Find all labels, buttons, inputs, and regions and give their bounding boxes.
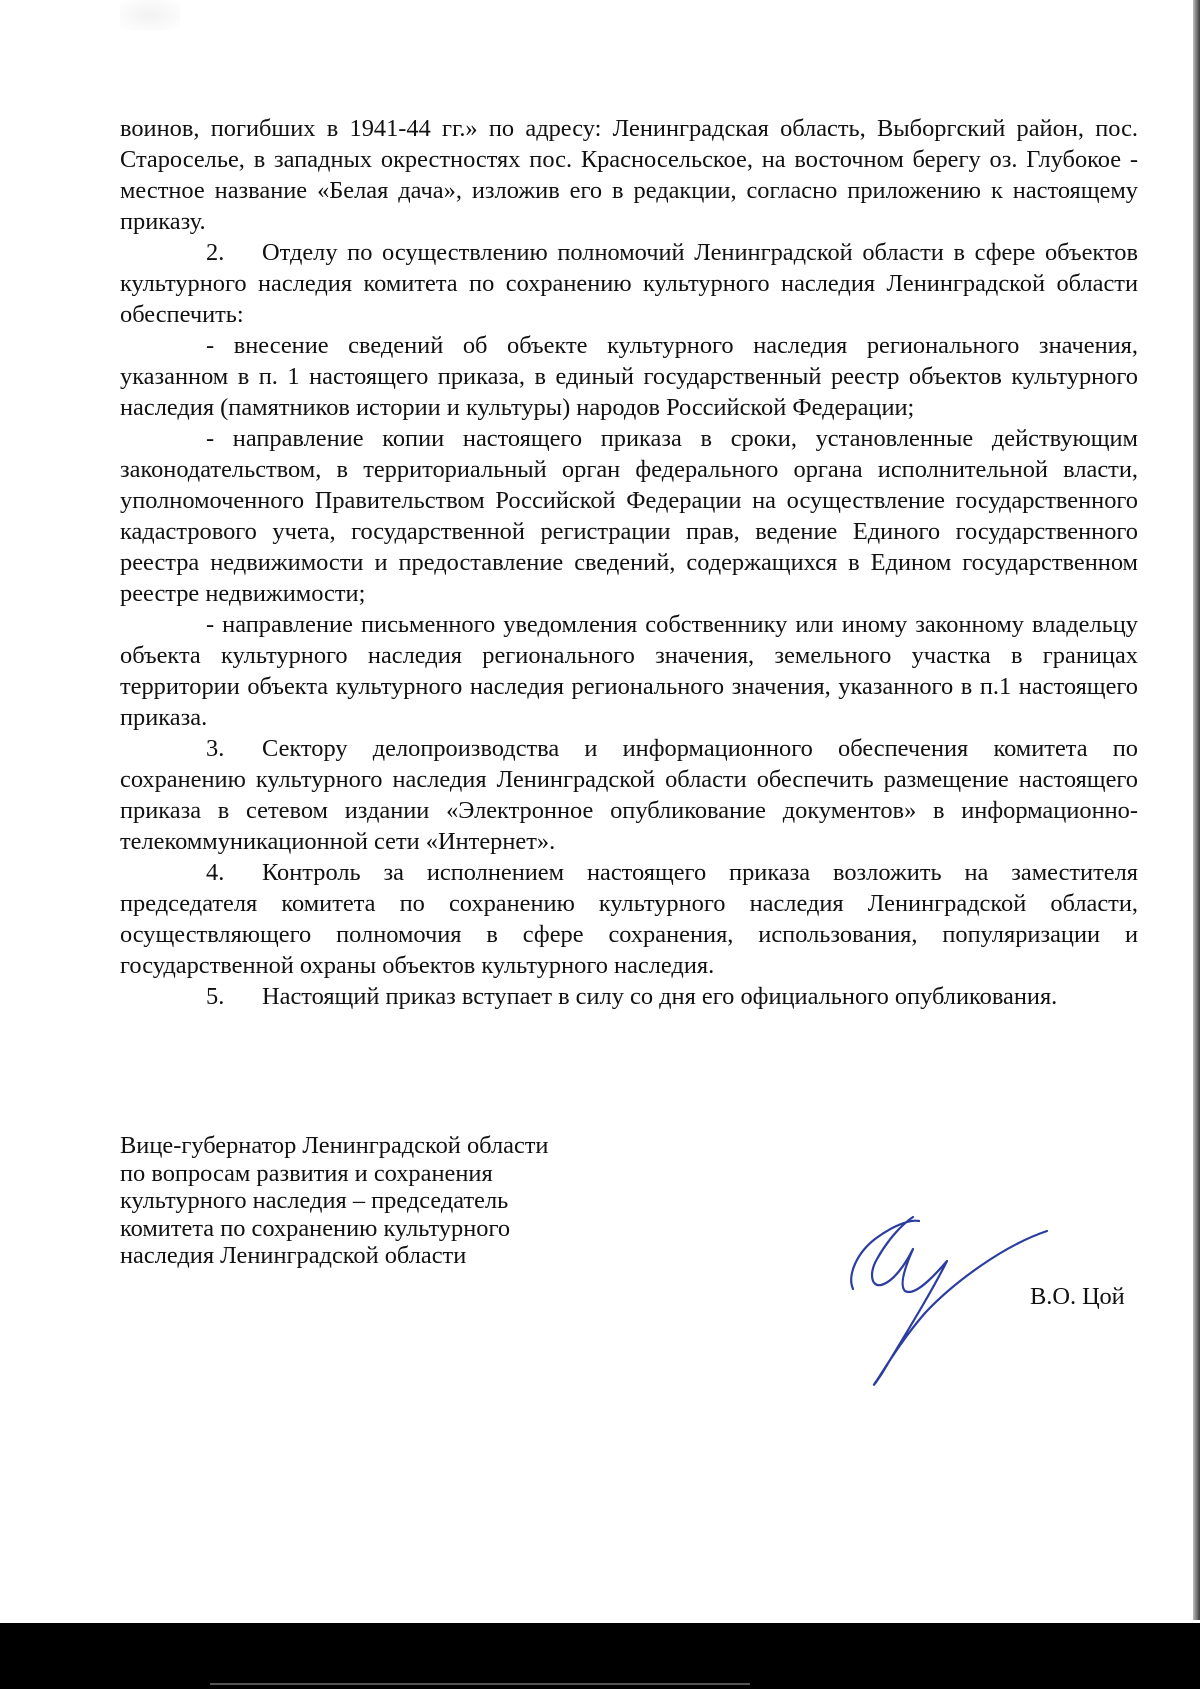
scan-smudge bbox=[120, 0, 180, 30]
signer-position-line: по вопросам развития и сохранения bbox=[120, 1159, 493, 1187]
paragraph-item-2: 2. Отделу по осуществлению полномочий Ленинградской области в сфере объектов культурного наследия комитета по сохранению культурного наследия Ленинградской области обеспечить: bbox=[120, 239, 1138, 328]
signer-position bbox=[120, 1132, 640, 1270]
paragraph-number: 2. bbox=[206, 239, 225, 266]
paragraph-subitem-registry: - внесение сведений об объекте культурного наследия регионального значения, указанном в п. 1 настоящего приказа, в единый государственный реестр объектов культурного наследия (памятников истории и культуры) народов Российской Федерации; bbox=[120, 332, 1138, 421]
paragraph-number: 4. bbox=[206, 859, 225, 886]
paragraph-item-5: 5. Настоящий приказ вступает в силу со дня его официального опубликования. bbox=[206, 983, 1058, 1010]
paragraph-number: 5. bbox=[206, 983, 225, 1010]
handwritten-signature bbox=[835, 1205, 1055, 1395]
scan-bottom-line bbox=[210, 1683, 750, 1685]
scan-edge-shadow bbox=[1193, 0, 1200, 1620]
signer-position-line: культурного наследия – председатель bbox=[120, 1187, 509, 1214]
paragraph-item-3: 3. Сектору делопроизводства и информационного обеспечения комитета по сохранению культурного наследия Ленинградской области обеспечить размещение настоящего приказа в сетевом издании «Электронное опубликование документов» в информационно-телекоммуникационной сети «Интернет». bbox=[120, 735, 1138, 855]
signer-position-line: наследия Ленинградской области bbox=[120, 1242, 467, 1269]
paragraph-number: 3. bbox=[206, 735, 225, 762]
signer-name: В.О. Цой bbox=[1030, 1283, 1125, 1310]
document-body bbox=[120, 113, 1138, 1012]
signer-position-line: Вице-губернатор Ленинградской области bbox=[120, 1132, 549, 1159]
paragraph-continuation: воинов, погибших в 1941-44 гг.» по адресу: Ленинградская область, Выборгский район, пос. Староселье, в западных окрестностях пос. Красносельское, на восточном берегу оз. Глубокое - местное название «Белая дача», изложив его в редакции, согласно приложению к настоящему приказу. bbox=[120, 115, 1138, 235]
paragraph-subitem-notice: - направление письменного уведомления собственнику или иному законному владельцу объекта культурного наследия регионального значения, земельного участка в границах территории объекта культурного наследия регионального значения, указанного в п.1 настоящего приказа. bbox=[120, 611, 1138, 731]
paragraph-subitem-copy: - направление копии настоящего приказа в сроки, установленные действующим законодательством, в территориальный орган федерального органа исполнительной власти, уполномоченного Правительством Российской Федерации на осуществление государственного кадастрового учета, государственной регистрации прав, ведение Единого государственного реестра недвижимости и предоставление сведений, содержащихся в Едином государственном реестре недвижимости; bbox=[120, 425, 1138, 607]
scan-bottom-band bbox=[0, 1623, 1200, 1689]
paragraph-item-4: 4. Контроль за исполнением настоящего приказа возложить на заместителя председателя комитета по сохранению культурного наследия Ленинградской области, осуществляющего полномочия в сфере сохранения, использования, популяризации и государственной охраны объектов культурного наследия. bbox=[120, 859, 1138, 979]
signer-position-line: комитета по сохранению культурного bbox=[120, 1214, 511, 1242]
